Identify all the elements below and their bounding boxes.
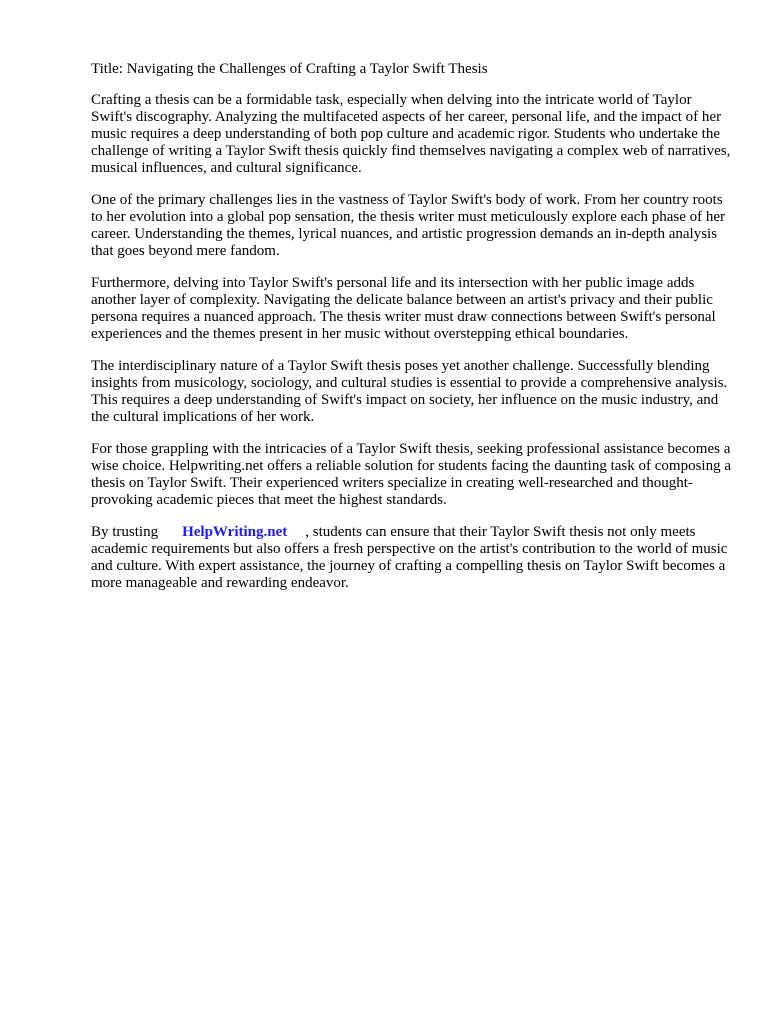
paragraph-closing	[91, 524, 731, 592]
document-title: Title: Navigating the Challenges of Crafting a Taylor Swift Thesis	[91, 61, 488, 77]
closing-suffix: , students can ensure that their Taylor Swift thesis not only meets academic requirements but also offers a fresh perspective on the artist's contribution to the world of music and culture. With expert assistance, the journey of crafting a compelling thesis on Taylor Swift becomes a more manageable and rewarding endeavor.	[91, 524, 728, 591]
paragraph-assistance: For those grappling with the intricacies of a Taylor Swift thesis, seeking professional assistance becomes a wise choice. Helpwriting.net offers a reliable solution for students facing the daunting task of composing a thesis on Taylor Swift. Their experienced writers specialize in creating well-researched and thought-provoking academic pieces that meet the highest standards.	[91, 441, 731, 508]
paragraph-body-of-work: One of the primary challenges lies in the vastness of Taylor Swift's body of work. From her country roots to her evolution into a global pop sensation, the thesis writer must meticulously explore each phase of her career. Understanding the themes, lyrical nuances, and artistic progression demands an in-depth analysis that goes beyond mere fandom.	[91, 192, 726, 259]
paragraph-intro: Crafting a thesis can be a formidable task, especially when delving into the intricate world of Taylor Swift's discography. Analyzing the multifaceted aspects of her career, personal life, and the impact of her music requires a deep understanding of both pop culture and academic rigor. Students who undertake the challenge of writing a Taylor Swift thesis quickly find themselves navigating a complex web of narratives, musical influences, and cultural significance.	[91, 92, 731, 176]
closing-prefix: By trusting	[91, 524, 159, 540]
document-body	[91, 61, 731, 607]
paragraph-interdisciplinary: The interdisciplinary nature of a Taylor Swift thesis poses yet another challenge. Successfully blending insights from musicology, sociology, and cultural studies is essential to provide a comprehensive analysis. This requires a deep understanding of Swift's impact on society, her influence on the music industry, and the cultural implications of her work.	[91, 358, 728, 425]
helpwriting-link[interactable]: HelpWriting.net	[182, 524, 288, 540]
paragraph-personal-life: Furthermore, delving into Taylor Swift's personal life and its intersection with her public image adds another layer of complexity. Navigating the delicate balance between an artist's privacy and their public persona requires a nuanced approach. The thesis writer must draw connections between Swift's personal experiences and the themes present in her music without overstepping ethical boundaries.	[91, 275, 716, 342]
